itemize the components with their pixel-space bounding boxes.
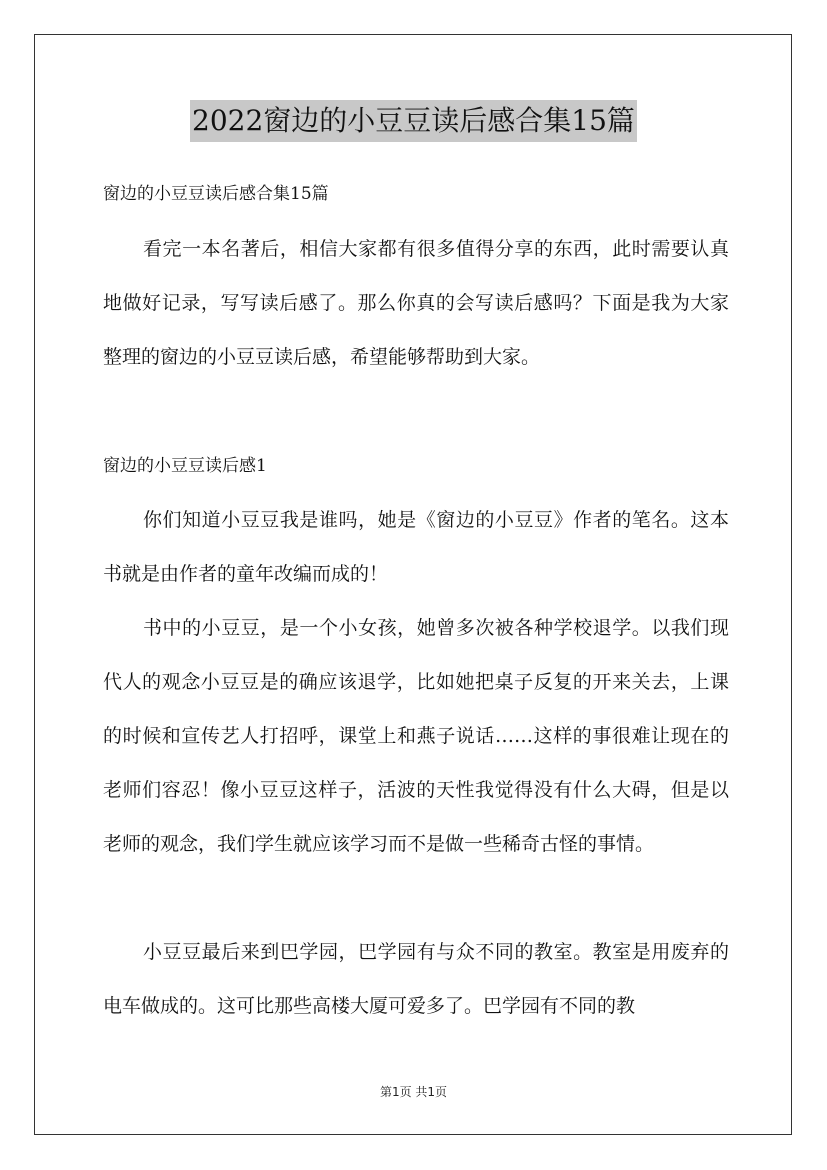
body-paragraph: 你们知道小豆豆我是谁吗，她是《窗边的小豆豆》作者的笔名。这本书就是由作者的童年改编而成的！ xyxy=(103,509,729,585)
section-heading: 窗边的小豆豆读后感1 xyxy=(103,456,267,476)
body-paragraph: 书中的小豆豆，是一个小女孩，她曾多次被各种学校退学。以我们现代人的观念小豆豆是的确应该退学，比如她把桌子反复的开来关去，上课的时候和宣传艺人打招呼，课堂上和燕子说话……这样的事很难让现在的老师们容忍！像小豆豆这样子，活波的天性我觉得没有什么大碍，但是以老师的观念，我们学生就应该学习而不是做一些稀奇古怪的事情。 xyxy=(103,617,729,855)
intro-paragraph: 看完一本名著后，相信大家都有很多值得分享的东西，此时需要认真地做好记录，写写读后感了。那么你真的会写读后感吗？下面是我为大家整理的窗边的小豆豆读后感，希望能够帮助到大家。 xyxy=(103,238,729,368)
document-subtitle: 窗边的小豆豆读后感合集15篇 xyxy=(103,184,329,204)
body-paragraph: 小豆豆最后来到巴学园，巴学园有与众不同的教室。教室是用废弃的电车做成的。这可比那些高楼大厦可爱多了。巴学园有不同的教 xyxy=(103,941,729,1017)
document-title-container xyxy=(0,100,827,142)
document-title: 2022窗边的小豆豆读后感合集15篇 xyxy=(190,100,637,142)
page-footer: 第1页 共1页 xyxy=(379,1085,448,1099)
